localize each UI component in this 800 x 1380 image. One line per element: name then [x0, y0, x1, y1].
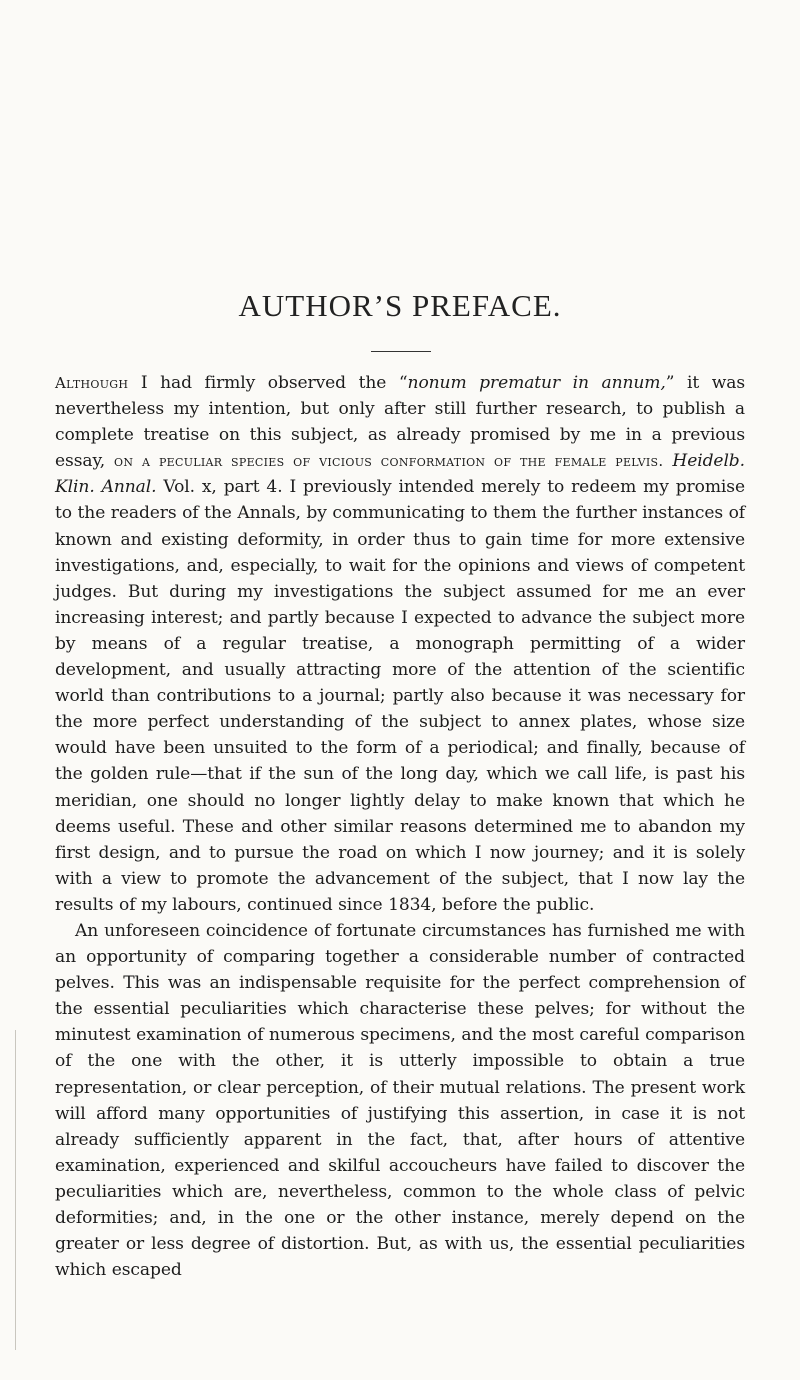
essay-title: on a peculiar species of vicious conformation of the female pelvis. [114, 452, 664, 471]
paragraph-1 [55, 370, 745, 918]
title-divider [371, 351, 431, 352]
page-edge-shadow [15, 1030, 16, 1350]
latin-quote: nonum prematur in annum, [407, 373, 666, 393]
p1-text-4: Vol. x, part 4. I previously intended merely to redeem my promise to the readers of the Annals, by communicating to them the further instances of known and existing deformity, in order thus to gain time for more extensive investigations, and, especially, to wait for the opinions and views of competent judges. But during my investigations the subject assumed for me an ever increasing interest; and partly because I expected to advance the subject more by means of a regular treatise, a monograph permitting of a wider development, and usually attracting more of the attention of the scientific world than contributions to a journal; partly also because it was necessary for the more perfect understanding of the subject to annex plates, whose size would have been unsuited to the form of a periodical; and finally, because of the golden rule—that if the sun of the long day, which we call life, is past his meridian, one should no longer lightly delay to make known that which he deems useful. These and other similar reasons determined me to abandon my first design, and to pursue the road on which I now journey; and it is solely with a view to promote the advancement of the subject, that I now lay the results of my labours, continued since 1834, before the public. [55, 477, 745, 915]
p1-text-1: I had firmly observed the “ [128, 373, 408, 393]
page-title: AUTHOR’S PREFACE. [238, 288, 562, 323]
preface-body [55, 370, 745, 1283]
paragraph-2: An unforeseen coincidence of fortunate circumstances has furnished me with an opportunity of comparing together a considerable number of contracted pelves. This was an indispensable requisite for the perfect comprehension of the essential peculiarities which characterise these pelves; for without the minutest examination of numerous specimens, and the most careful comparison of the one with the other, it is utterly impossible to obtain a true representation, or clear perception, of their mutual relations. The present work will afford many opportunities of justifying this assertion, in case it is not already sufficiently apparent in the fact, that, after hours of attentive examination, experienced and skilful accoucheurs have failed to discover the peculiarities which are, nevertheless, common to the whole class of pelvic deformities; and, in the one or the other instance, merely depend on the greater or less degree of distortion. But, as with us, the essential peculiarities which escaped [55, 920, 745, 1281]
journal-citation: Heidelb. Klin. Annal. [55, 451, 745, 498]
p1-text-2: ” it was nevertheless my intention, but only after still further research, to publish a complete treatise on this subject, as already promised by me in a previous essay, [55, 373, 746, 472]
lead-word: Although [55, 374, 129, 392]
